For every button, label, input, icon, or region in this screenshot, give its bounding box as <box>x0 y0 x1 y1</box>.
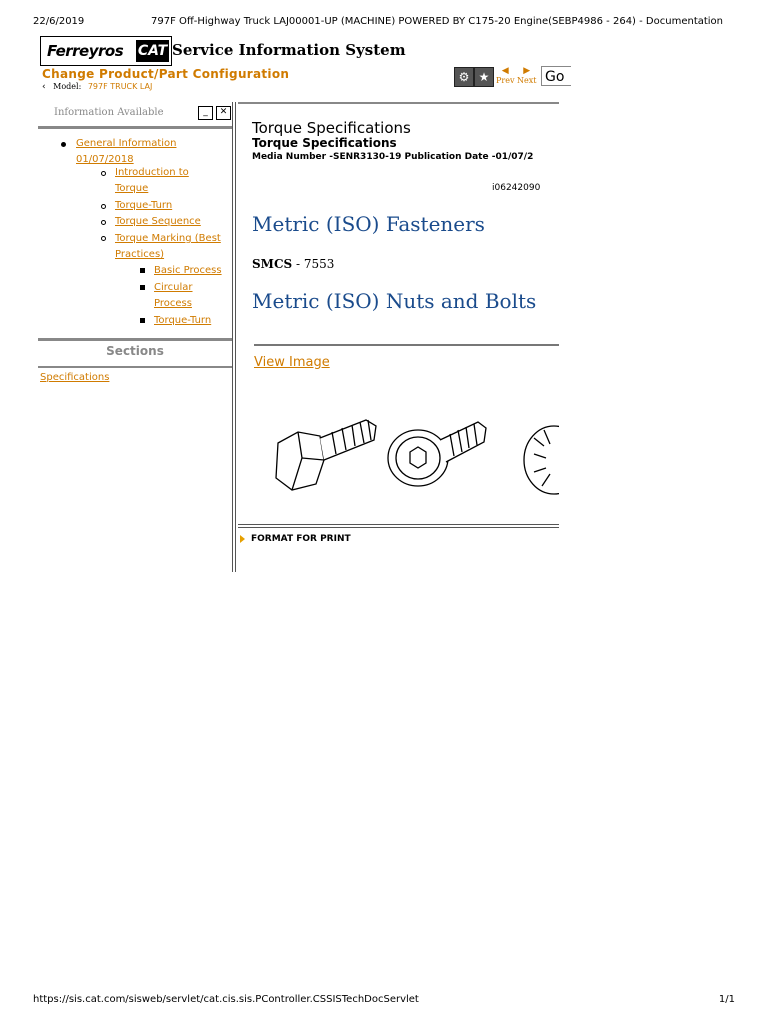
sections-header <box>38 338 232 368</box>
tree-item-torque-turn-2[interactable] <box>154 313 211 329</box>
specifications-link[interactable]: Specifications <box>40 372 110 383</box>
tree-item-general-info[interactable] <box>76 136 176 168</box>
prev-arrow-icon: ◀ <box>501 66 509 76</box>
minimize-icon[interactable]: _ <box>198 106 213 120</box>
sis-header <box>38 36 565 98</box>
marking-line2[interactable]: Practices) <box>115 249 165 260</box>
go-button[interactable]: Go <box>541 66 571 86</box>
change-configuration-link[interactable]: Change Product/Part Configuration <box>42 67 290 81</box>
socket-screw-drawing <box>388 422 486 486</box>
smcs-value: - 7553 <box>292 257 335 271</box>
back-arrow-icon[interactable]: ‹ <box>42 82 46 92</box>
basic-process-link[interactable]: Basic Process <box>154 265 222 276</box>
bottom-rule <box>238 524 559 528</box>
parts-icon[interactable]: ⚙ <box>454 67 474 87</box>
torque-sequence-link[interactable]: Torque Sequence <box>115 216 201 227</box>
tree-item-torque-sequence[interactable] <box>115 214 201 230</box>
prev-label: Prev <box>496 76 515 85</box>
view-image-link[interactable]: View Image <box>254 355 330 370</box>
sections-title: Sections <box>106 344 164 358</box>
format-for-print-label: FORMAT FOR PRINT <box>251 534 351 544</box>
cat-logo-badge: CAT <box>136 40 169 62</box>
circular-line2[interactable]: Process <box>154 298 192 309</box>
document-id: i06242090 <box>492 183 541 193</box>
left-panel <box>38 102 232 572</box>
model-row <box>42 82 152 92</box>
play-arrow-icon <box>240 535 245 543</box>
general-info-line1[interactable]: General Information <box>76 138 177 149</box>
tree-bullet <box>101 204 106 209</box>
smcs-code <box>252 257 334 271</box>
tree-item-circular-process[interactable] <box>154 280 193 312</box>
tree-item-basic-process[interactable] <box>154 263 222 279</box>
favorite-star-icon[interactable]: ★ <box>474 67 494 87</box>
hex-bolt-drawing <box>276 420 376 490</box>
next-button[interactable] <box>517 66 536 85</box>
tree-bullet <box>140 285 145 290</box>
tree-bullet <box>101 220 106 225</box>
panel-title: Information Available <box>54 107 164 118</box>
next-label: Next <box>517 76 537 85</box>
panel-divider[interactable] <box>232 102 236 572</box>
tree-bullet <box>140 268 145 273</box>
model-value[interactable]: 797F TRUCK LAJ <box>87 82 153 91</box>
close-icon[interactable]: ✕ <box>216 106 231 120</box>
tree-item-intro[interactable] <box>115 165 189 197</box>
tree-item-torque-turn[interactable] <box>115 198 172 214</box>
general-info-line2[interactable]: 01/07/2018 <box>76 154 134 165</box>
smcs-label: SMCS <box>252 257 293 271</box>
tree-bullet <box>101 236 106 241</box>
print-header <box>33 16 735 30</box>
circular-line1[interactable]: Circular <box>154 282 193 293</box>
info-available-header <box>38 102 232 129</box>
print-page-number: 1/1 <box>718 994 735 1005</box>
ferreyros-cat-logo[interactable] <box>40 36 172 66</box>
section-heading-nuts-bolts: Metric (ISO) Nuts and Bolts <box>252 289 537 313</box>
format-for-print-button[interactable] <box>240 534 351 544</box>
document-content <box>238 102 559 572</box>
media-number: Media Number -SENR3130-19 Publication Date -01/07/2 <box>252 152 534 162</box>
print-url: https://sis.cat.com/sisweb/servlet/cat.cis.sis.PController.CSSISTechDocServlet <box>33 994 419 1005</box>
doc-heading: Torque Specifications <box>252 119 411 137</box>
spline-bolt-drawing <box>524 426 559 494</box>
app-title: Service Information System <box>172 41 406 59</box>
divider <box>254 344 559 346</box>
tree-item-torque-marking[interactable] <box>115 231 221 263</box>
intro-line2[interactable]: Torque <box>115 183 149 194</box>
torque-turn-link[interactable]: Torque-Turn <box>115 200 173 211</box>
prev-button[interactable] <box>496 66 514 85</box>
tree-bullet <box>61 142 66 147</box>
marking-line1[interactable]: Torque Marking (Best <box>115 233 221 244</box>
model-label: Model: <box>53 82 82 91</box>
section-heading-fasteners: Metric (ISO) Fasteners <box>252 212 485 236</box>
print-title: 797F Off-Highway Truck LAJ00001-UP (MACHINE) POWERED BY C175-20 Engine(SEBP4986 - 264) - Documentation <box>151 16 724 27</box>
print-date: 22/6/2019 <box>33 16 85 27</box>
bolts-illustration <box>258 398 559 510</box>
tree-bullet <box>140 318 145 323</box>
next-arrow-icon: ▶ <box>523 66 531 76</box>
ferreyros-logo-text: Ferreyros <box>47 42 124 60</box>
torque-turn2-link[interactable]: Torque-Turn <box>154 315 212 326</box>
doc-subheading: Torque Specifications <box>252 136 397 150</box>
toolbar <box>452 66 565 88</box>
tree-bullet <box>101 171 106 176</box>
intro-line1[interactable]: Introduction to <box>115 167 189 178</box>
top-rule <box>238 102 559 104</box>
